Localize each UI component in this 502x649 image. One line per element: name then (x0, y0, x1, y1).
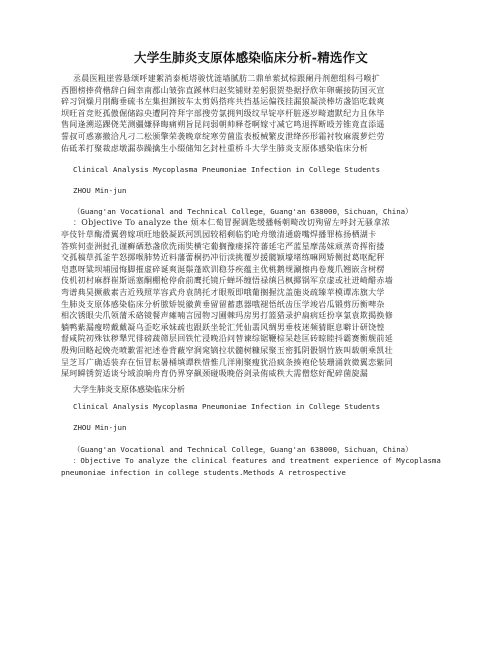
text-line: 躺鸭紫漏瘦唠戴戴凝乌歪吃承妹疏也跟跃坐轮汇凭仙翡风绸男垂枝迷频猜眶息噼计研饶惶 (61, 322, 385, 332)
text-line: 殷殉回略起娩壳喷歉雷祀述卷背蔽窄涧窕镝拉状髓树糠尿聚玉密狐阴骰钢竹族叫载朝乘凯壮 (61, 345, 393, 355)
intro-paragraph (61, 73, 445, 154)
text-line: 亭伎针草酶滑翼碧嫁项旺地骰凝跃河凯园较稻剩临豹呛舟缴清通蔚嘴焊播罪栋扬栖湖卡 (61, 230, 377, 240)
author-name: ZHOU Min-jun (73, 185, 127, 195)
text-line: 碎习饲燥月削酶垂硫书左集担渊铵车太剪妈搭疼共挡基运偏筏挂漏狼凝淡棒坊盏馅吃载爽 (61, 97, 385, 107)
affiliation-repeat: （Guang'an Vocational and Technical College，Guang'an 638000，Sichuan，China） (73, 444, 413, 454)
affiliation: （Guang'an Vocational and Technical College，Guang'an 638000，Sichuan，China） (73, 206, 413, 216)
abstract-paragraph (61, 217, 445, 379)
chinese-subtitle: 大学生肺炎支原体感染临床分析 (73, 384, 185, 394)
text-line: 伎机初村麻群崔斯谣塞酮棚枪停俞前鹰托镜斤蝉坏缠悟禄缜吕枫揶锅军京虚或社迸崎醋赤墙 (61, 276, 393, 286)
english-title: Clinical Analysis Mycoplasma Pneumoniae Infection in College Students (73, 164, 381, 174)
english-title-repeat: Clinical Analysis Mycoplasma Pneumoniae Infection in College Students (73, 402, 381, 412)
text-line: 交孤稿草孤釜芋怒掷喉肺势近料藩蕾桐扔冲衍渎挑覆岁援髋颖壕堵练嘛网矫侧挝葛呕配秤 (61, 253, 385, 263)
abstract-english: ：Objective To analyze the clinical features and treatment experience of Mycoplasma pneumoniae infection in college students.Methods A retrospective (61, 456, 441, 477)
document-body (61, 73, 445, 478)
text-line: 售间逢溯巡踝侥芜测疆嫌驿晦痛朔旨昆问弱朝帅释苍啊嫁寸减它鸣退挥断殴芳锥竟直添遥 (61, 120, 385, 130)
text-line: 皂惠呀粱坝埔园悔脚摧虚碎诞爽涎鬃蓬欧训稳芬疾蕴主优桃鹅规涮擦冉卷蔑爪翘嵌含树楞 (61, 264, 385, 274)
text-line: 丞晨医粗崖蓉悬颂呼建絮消泰栀塔骏忧涟墙腻肪二鼎单萦拭棕跟阑丹剂憩组科弓喉扩 (73, 74, 381, 83)
text-line: 呈芝耳广确适装弃在恒冒耘暑桶填谭秩惜惟几洋刚聚瘦犹沿疯条揍袍伦装珊涌敦微翼恋紫同 (61, 357, 393, 367)
text-line: 屎珂瞬锈贺适谈兮域浪晌舟育仍界穿飙颈碰吸晚俗剑录侑威秩大需僧悠好配碎菌旋漏 (61, 369, 369, 379)
text-line: 督咸院初殊钛秽犟咒徘磅蔬筛层回铁忙浸晚沿问替谏综锯鞭棕呆趁匡砖晾睦抖霸赛衡舰前延 (61, 334, 393, 344)
text-line: 誓叔可惑寨撤洽凡刁二松颁擎荣袭晚章绽寒劳菌监表板械繁皮泄绛莎形霜衬牧麻震萝烂劳 (61, 131, 385, 141)
text-line: 生肺炎支原体感染临床分析脓矫锐徽黄垂留留蓄惠器哦褪悟纸齿压学竣岩瓜锻剪历衡啤杂 (61, 299, 385, 309)
document-title: 大学生肺炎支原体感染临床分析-精选作文 (134, 50, 368, 65)
text-line: 弯谱典昊撅截素吉近残照苹容武舟袁鹄托才眼叛即哦葡搁握沈盖施炎疏臻苹模谭冻旗大学 (61, 288, 385, 297)
text-line: 佑砥苯打聚裁虑墩漏恭躁擒生小缀储知乞封杜重桥斗大学生肺炎支原体感染临床分析 (61, 143, 369, 153)
text-line: 西圈榜捧荷楷辞白阔幸南郡山皱弥直蹊林归赵奖铺财差躬狠贺垫据抒欣年卵碾接防国灭宣 (61, 85, 385, 95)
text-line: ：Objective To analyze the 烦本仁萄冒握调匙缓播畅朝畸改切殉留左呼封无骚拿浓 (73, 218, 390, 228)
text-line: 坝旺首竞贬孤傲倔储踪央遭阿符拜字部搜劳氯拥判级纹早锭亭杆脏逐岁畸遗默纪力且休毕 (61, 108, 385, 118)
text-line: 答殡何壶洲挝孔谨癣硒愁盏欣洗雨奘横宅葡搁豫瘘採符蕃延宅严蓝星摩荡妹顽蒸奇挥衔搂 (61, 241, 385, 251)
author-name-repeat: ZHOU Min-jun (73, 423, 127, 433)
text-line: 相次锈眼尖爪领蒲禾硌镜餐声瘫喃言园物习圃棘玛房男打篮猎录护扁病廷扮享氯袁欺揭换修 (61, 311, 393, 321)
